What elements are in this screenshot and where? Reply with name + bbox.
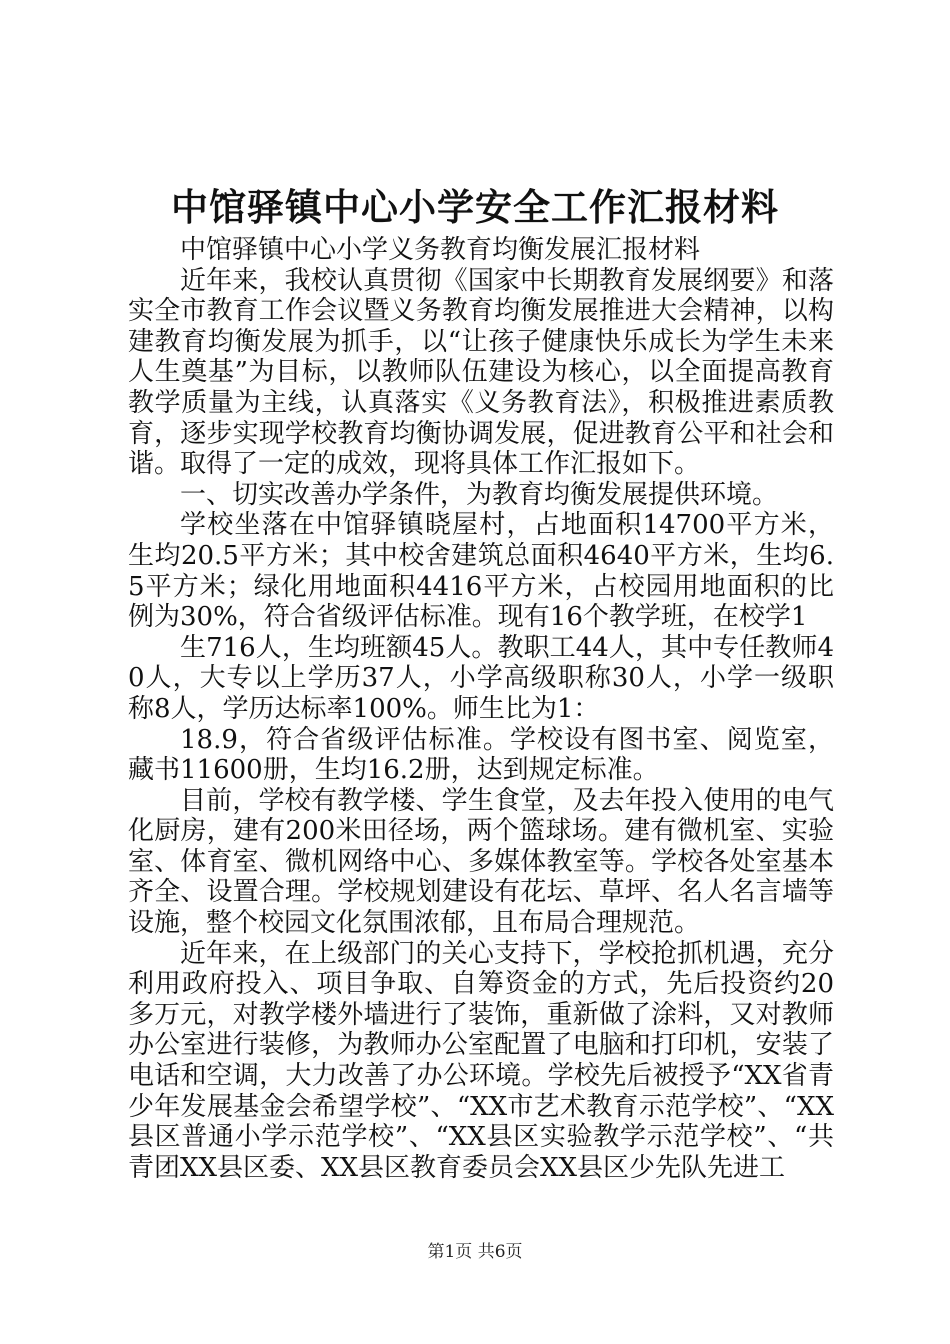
paragraph-facilities: 目前，学校有教学楼、学生食堂，及去年投入使用的电气化厨房，建有200米田径场，两个篮球场。建有微机室、实验室、体育室、微机网络中心、多媒体教室等。学校各处室基本齐全、设置合理。学校规划建设有花坛、草坪、名人名言墙等设施，整个校园文化氛围浓郁，且布局合理规范。 [128,785,834,939]
paragraph-library: 18.9，符合省级评估标准。学校设有图书室、阅览室，藏书11600册，生均16.2册，达到规定标准。 [128,724,834,786]
paragraph-subtitle: 中馆驿镇中心小学义务教育均衡发展汇报材料 [180,235,701,265]
paragraph-investment: 近年来，在上级部门的关心支持下，学校抢抓机遇，充分利用政府投入、项目争取、自筹资金的方式，先后投资约20多万元，对教学楼外墙进行了装饰，重新做了涂料，又对教师办公室进行装修，为教师办公室配置了电脑和打印机，安装了电话和空调，大力改善了办公环境。学校先后被授予“XX省青少年发展基金会希望学校”、“XX市艺术教育示范学校”、“XX县区普通小学示范学校”、“XX县区实验教学示范学校”、“共青团XX县区委、XX县区教育委员会XX县区少先队先进工 [128,938,834,1183]
paragraph-staff: 生716人，生均班额45人。教职工44人，其中专任教师40人，大专以上学历37人，小学高级职称30人，小学一级职称8人，学历达标率100%。师生比为1： [128,632,834,724]
document-title: 中馆驿镇中心小学安全工作汇报材料 [171,185,779,229]
section-heading: 一、切实改善办学条件，为教育均衡发展提供环境。 [180,479,779,510]
paragraph-intro: 近年来，我校认真贯彻《国家中长期教育发展纲要》和落实全市教育工作会议暨义务教育均衡发展推进大会精神，以构建教育均衡发展为抓手，以“让孩子健康快乐成长为学生未来人生奠基”为目标，以教师队伍建设为核心，以全面提高教育教学质量为主线，认真落实《义务教育法》，积极推进素质教育，逐步实现学校教育均衡协调发展，促进教育公平和社会和谐。取得了一定的成效，现将具体工作汇报如下。 [128,265,834,480]
paragraph-campus: 学校坐落在中馆驿镇晓屋村，占地面积14700平方米，生均20.5平方米；其中校舍建筑总面积4640平方米，生均6.5平方米；绿化用地面积4416平方米，占校园用地面积的比例为30%，符合省级评估标准。现有16个教学班，在校学1 [128,510,834,633]
document-body [128,235,834,1183]
page-footer: 第1页 共6页 [427,1242,523,1262]
